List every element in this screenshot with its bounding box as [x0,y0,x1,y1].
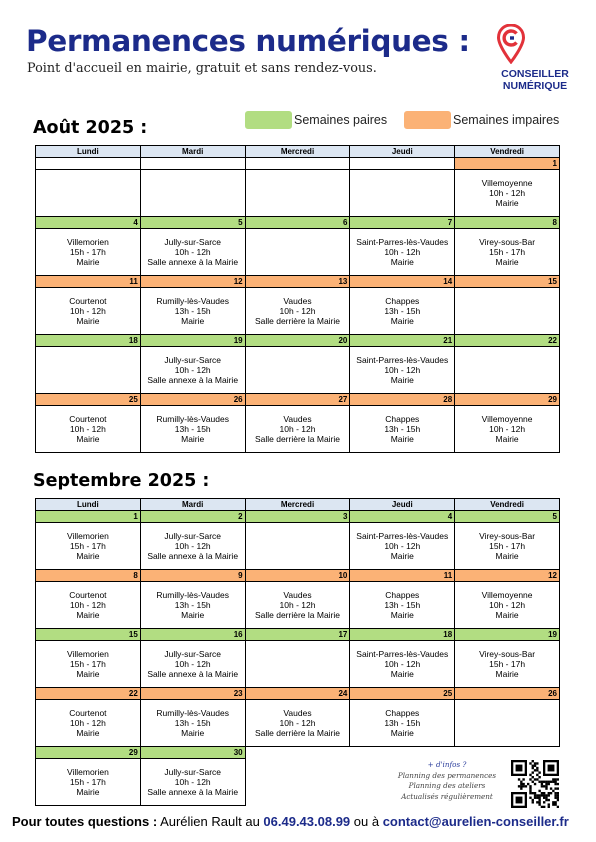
day-number: 28 [350,394,455,406]
location-name: Villemorien [66,649,109,659]
day-cell [140,347,245,394]
week-number-row [36,629,560,641]
day-number: 29 [455,394,560,406]
day-header: Lundi [36,499,141,511]
location-name: Jully-sur-Sarce [164,355,222,365]
week-content-row [36,406,560,453]
footer-prefix: Pour toutes questions : [12,814,158,829]
location-name: Virey-sous-Bar [479,531,536,541]
day-cell [350,347,455,394]
location-name: Chappes [385,296,420,306]
week-number-row [36,570,560,582]
day-cell [245,288,350,335]
venue: Salle derrière la Mairie [254,316,341,326]
legend-even-swatch [245,111,292,129]
venue: Salle derrière la Mairie [254,610,341,620]
location-name: Villemorien [66,531,109,541]
time-slot: 10h - 12h [69,424,106,434]
day-number: 30 [140,747,245,759]
venue: Salle annexe à la Mairie [147,551,239,561]
venue: Mairie [390,257,414,267]
day-cell [455,347,560,394]
week-content-row [36,229,560,276]
day-number: 27 [245,394,350,406]
location-name: Chappes [385,590,420,600]
location-name: Saint-Parres-lès-Vaudes [356,531,449,541]
location-name: Vaudes [283,708,312,718]
location-name: Villemoyenne [481,590,533,600]
venue: Salle annexe à la Mairie [147,375,239,385]
day-number: 4 [36,217,141,229]
location-name: Villemorien [66,237,109,247]
legend-odd-label: Semaines impaires [453,113,560,127]
venue: Mairie [76,434,100,444]
day-cell [36,229,141,276]
day-number: 8 [36,570,141,582]
page-subtitle: Point d'accueil en mairie, gratuit et sans rendez-vous. [27,61,377,76]
day-number: 1 [455,158,560,170]
day-cell [245,170,350,217]
location-name: Rumilly-lès-Vaudes [156,414,229,424]
day-cell [350,641,455,688]
venue: Mairie [181,434,205,444]
time-slot: 10h - 12h [384,247,421,257]
venue: Salle derrière la Mairie [254,434,341,444]
time-slot: 15h - 17h [69,247,106,257]
location-name: Virey-sous-Bar [479,649,536,659]
venue: Mairie [390,551,414,561]
day-cell [350,229,455,276]
day-cell [36,288,141,335]
day-number [36,158,141,170]
time-slot: 10h - 12h [174,365,211,375]
day-cell [455,288,560,335]
day-number: 16 [140,629,245,641]
location-name: Vaudes [283,414,312,424]
week-number-row [36,276,560,288]
location-name: Chappes [385,708,420,718]
location-name: Jully-sur-Sarce [164,531,222,541]
day-number: 22 [455,335,560,347]
time-slot: 10h - 12h [174,541,211,551]
week-number-row [36,394,560,406]
week-content-row [36,582,560,629]
week-content-row [36,288,560,335]
day-number: 19 [140,335,245,347]
venue: Mairie [495,551,519,561]
day-cell [140,700,245,747]
location-name: Rumilly-lès-Vaudes [156,708,229,718]
time-slot: 10h - 12h [279,306,316,316]
day-number: 12 [140,276,245,288]
day-number: 9 [140,570,245,582]
time-slot: 13h - 15h [384,600,421,610]
location-name: Jully-sur-Sarce [164,237,222,247]
day-number: 15 [455,276,560,288]
location-name: Courtenot [69,414,107,424]
location-name: Vaudes [283,590,312,600]
day-cell [36,582,141,629]
footer-email-link[interactable]: contact@aurelien-conseiller.fr [382,814,569,829]
location-name: Courtenot [69,590,107,600]
month-title-august: Août 2025 : [33,118,148,138]
time-slot: 10h - 12h [174,247,211,257]
venue: Mairie [181,728,205,738]
week-number-row [36,217,560,229]
venue: Salle annexe à la Mairie [147,669,239,679]
week-number-row [36,335,560,347]
day-header: Mardi [140,146,245,158]
day-cell [245,406,350,453]
week-number-row [36,747,560,759]
venue: Mairie [495,198,519,208]
time-slot: 10h - 12h [489,188,526,198]
time-slot: 10h - 12h [174,659,211,669]
venue: Mairie [495,434,519,444]
location-name: Jully-sur-Sarce [164,767,222,777]
day-number: 18 [36,335,141,347]
time-slot: 10h - 12h [69,600,106,610]
logo-line-2: NUMÉRIQUE [502,80,568,92]
day-cell [350,406,455,453]
day-header: Mardi [140,499,245,511]
location-name: Courtenot [69,708,107,718]
venue: Mairie [76,728,100,738]
venue: Mairie [390,316,414,326]
day-cell [350,700,455,747]
venue: Mairie [495,257,519,267]
location-name: Rumilly-lès-Vaudes [156,296,229,306]
day-number: 3 [245,511,350,523]
page-title: Permanences numériques : [26,24,470,58]
week-number-row [36,511,560,523]
location-name: Chappes [385,414,420,424]
week-number-row [36,688,560,700]
day-cell [140,170,245,217]
venue: Mairie [181,316,205,326]
day-number [350,158,455,170]
day-number: 11 [350,570,455,582]
day-cell [140,641,245,688]
day-cell [245,347,350,394]
venue: Mairie [495,669,519,679]
footer-mid: ou à [350,814,383,829]
day-cell [140,288,245,335]
time-slot: 13h - 15h [174,718,211,728]
venue: Salle annexe à la Mairie [147,257,239,267]
day-number: 6 [245,217,350,229]
day-cell [455,406,560,453]
time-slot: 10h - 12h [384,541,421,551]
venue: Mairie [181,610,205,620]
time-slot: 10h - 12h [279,424,316,434]
venue: Mairie [390,434,414,444]
week-content-row [36,347,560,394]
day-cell [36,406,141,453]
time-slot: 10h - 12h [384,659,421,669]
day-cell [245,700,350,747]
info-updated: Actualisés régulièrement [401,791,493,801]
day-header: Jeudi [350,146,455,158]
day-cell [350,288,455,335]
location-name: Rumilly-lès-Vaudes [156,590,229,600]
calendar-august [35,145,560,453]
day-number: 8 [455,217,560,229]
time-slot: 15h - 17h [489,659,526,669]
venue: Mairie [390,375,414,385]
time-slot: 13h - 15h [384,718,421,728]
day-number: 5 [455,511,560,523]
week-content-row [36,641,560,688]
day-cell [36,523,141,570]
day-header: Jeudi [350,499,455,511]
day-number: 22 [36,688,141,700]
day-number: 4 [350,511,455,523]
location-name: Saint-Parres-lès-Vaudes [356,237,449,247]
day-cell [455,170,560,217]
day-number: 29 [36,747,141,759]
time-slot: 10h - 12h [174,777,211,787]
time-slot: 10h - 12h [489,600,526,610]
time-slot: 13h - 15h [174,306,211,316]
time-slot: 15h - 17h [69,541,106,551]
venue: Salle derrière la Mairie [254,728,341,738]
legend-even [245,111,387,129]
time-slot: 13h - 15h [384,424,421,434]
time-slot: 15h - 17h [489,247,526,257]
day-cell [245,523,350,570]
day-number: 2 [140,511,245,523]
location-name: Villemorien [66,767,109,777]
venue: Mairie [390,610,414,620]
day-number [245,158,350,170]
day-cell [36,347,141,394]
day-number: 1 [36,511,141,523]
day-header: Mercredi [245,146,350,158]
venue: Salle annexe à la Mairie [147,787,239,797]
info-planning-permanences: Planning des permanences [397,770,497,780]
day-cell [36,700,141,747]
conseiller-numerique-logo [489,24,581,96]
venue: Mairie [390,669,414,679]
day-header-row [36,146,560,158]
day-number: 26 [140,394,245,406]
day-number: 26 [455,688,560,700]
day-header: Lundi [36,146,141,158]
day-cell [36,170,141,217]
day-cell [140,523,245,570]
day-number: 24 [245,688,350,700]
logo-line-1: CONSEILLER [501,68,569,80]
day-cell [140,229,245,276]
info-block [392,760,502,802]
venue: Mairie [76,610,100,620]
time-slot: 10h - 12h [279,600,316,610]
location-name: Villemoyenne [481,178,533,188]
footer-name: Aurélien Rault au [157,814,264,829]
legend-odd [404,111,559,129]
day-number: 20 [245,335,350,347]
day-number: 10 [245,570,350,582]
day-cell [350,523,455,570]
day-number: 21 [350,335,455,347]
time-slot: 15h - 17h [69,659,106,669]
day-header: Mercredi [245,499,350,511]
day-number: 7 [350,217,455,229]
day-number [140,158,245,170]
venue: Mairie [76,316,100,326]
venue: Mairie [495,610,519,620]
day-number: 19 [455,629,560,641]
day-cell [245,229,350,276]
time-slot: 10h - 12h [69,718,106,728]
venue: Mairie [76,257,100,267]
month-title-september: Septembre 2025 : [33,471,210,491]
info-planning-ateliers: Planning des ateliers [408,781,486,790]
venue: Mairie [76,551,100,561]
day-number: 12 [455,570,560,582]
venue: Mairie [76,787,100,797]
day-header: Vendredi [455,499,560,511]
week-content-row [36,700,560,747]
location-name: Saint-Parres-lès-Vaudes [356,355,449,365]
time-slot: 15h - 17h [489,541,526,551]
time-slot: 10h - 12h [489,424,526,434]
venue: Mairie [76,669,100,679]
map-pin-c-icon [497,24,525,64]
day-header: Vendredi [455,146,560,158]
location-name: Saint-Parres-lès-Vaudes [356,649,449,659]
day-cell [455,229,560,276]
day-number: 11 [36,276,141,288]
week-number-row [36,158,560,170]
day-number: 15 [36,629,141,641]
time-slot: 13h - 15h [384,306,421,316]
info-more-link[interactable]: + d'infos ? [427,760,467,769]
day-number: 18 [350,629,455,641]
day-cell [455,523,560,570]
location-name: Jully-sur-Sarce [164,649,222,659]
footer-contact [12,814,569,829]
time-slot: 13h - 15h [174,600,211,610]
day-number: 5 [140,217,245,229]
day-cell [455,700,560,747]
time-slot: 13h - 15h [174,424,211,434]
legend-even-label: Semaines paires [294,113,388,127]
day-cell [245,641,350,688]
time-slot: 10h - 12h [69,306,106,316]
day-header-row [36,499,560,511]
day-number: 13 [245,276,350,288]
day-number: 17 [245,629,350,641]
location-name: Villemoyenne [481,414,533,424]
week-content-row [36,523,560,570]
location-name: Virey-sous-Bar [479,237,536,247]
day-cell [455,582,560,629]
day-cell [140,582,245,629]
day-cell [36,759,141,806]
day-cell [140,406,245,453]
day-cell [36,641,141,688]
time-slot: 15h - 17h [69,777,106,787]
day-number: 14 [350,276,455,288]
day-cell [350,170,455,217]
day-cell [455,641,560,688]
time-slot: 10h - 12h [384,365,421,375]
venue: Mairie [390,728,414,738]
time-slot: 10h - 12h [279,718,316,728]
day-number: 25 [350,688,455,700]
day-number: 23 [140,688,245,700]
location-name: Vaudes [283,296,312,306]
day-cell [140,759,245,806]
legend-odd-swatch [404,111,451,129]
qr-code-icon[interactable] [511,760,559,808]
week-content-row [36,170,560,217]
footer-phone-link[interactable]: 06.49.43.08.99 [263,814,351,829]
location-name: Courtenot [69,296,107,306]
day-cell [245,582,350,629]
day-cell [350,582,455,629]
day-number: 25 [36,394,141,406]
